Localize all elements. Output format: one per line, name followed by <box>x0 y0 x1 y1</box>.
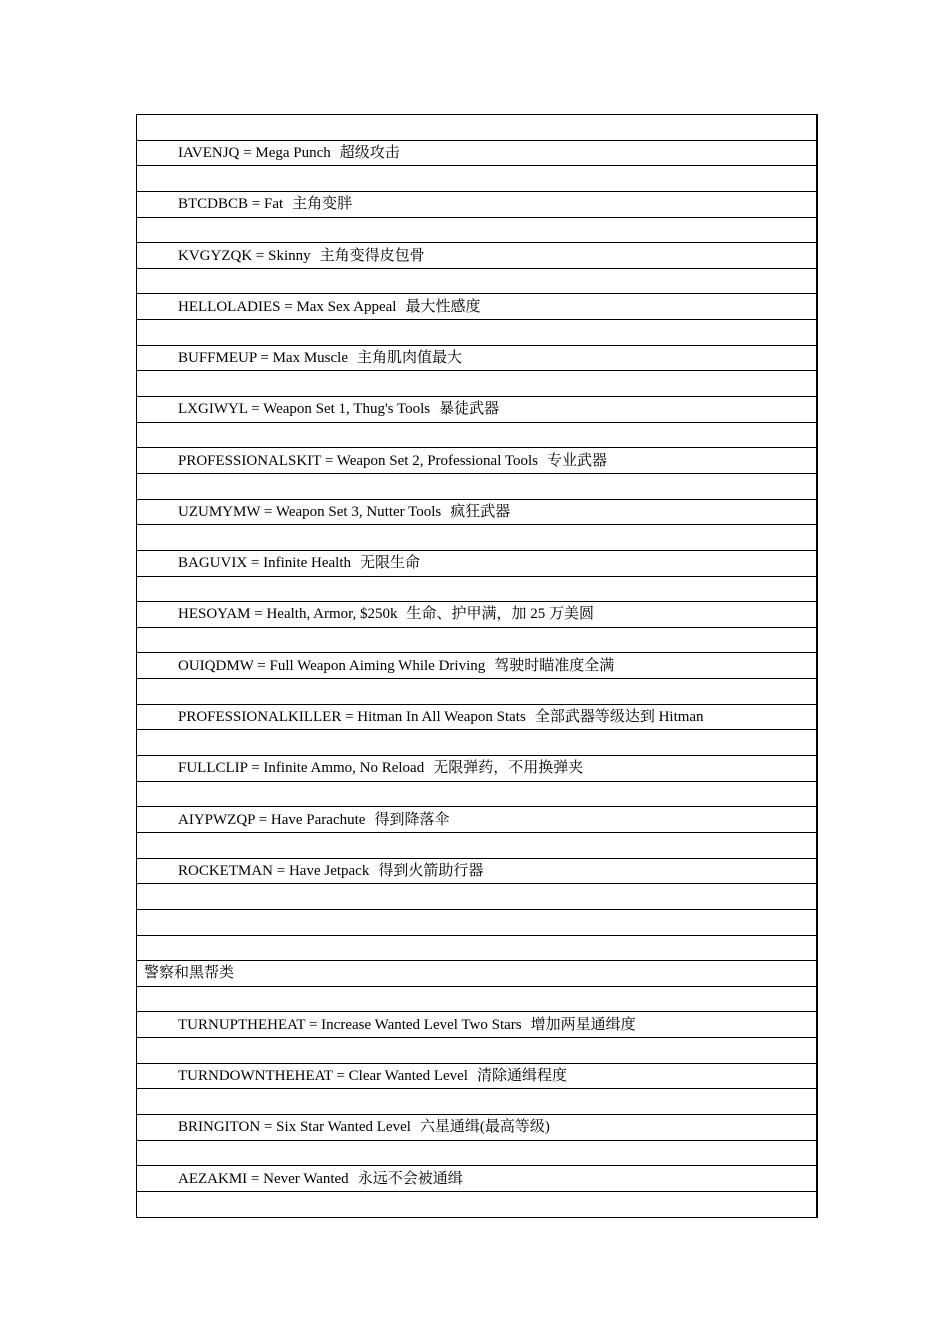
table-row <box>137 422 818 448</box>
cheat-code-text: TURNUPTHEHEAT = Increase Wanted Level Two Stars <box>178 1016 522 1033</box>
table-row <box>137 653 818 679</box>
cheat-description-cn: 无限弹药，不用换弹夹 <box>433 760 584 777</box>
cheat-description-cn: 专业武器 <box>546 452 607 469</box>
cheat-description-cn: 驾驶时瞄准度全满 <box>494 657 615 674</box>
empty-cell <box>137 884 818 910</box>
cheat-cell <box>137 345 818 371</box>
cheat-description-cn: 主角变得皮包骨 <box>319 247 425 264</box>
table-row <box>137 781 818 807</box>
empty-cell <box>137 730 818 756</box>
table-row <box>137 294 818 320</box>
table-row <box>137 576 818 602</box>
table-row <box>137 1012 818 1038</box>
table-row <box>137 166 818 192</box>
table-row <box>137 756 818 782</box>
cheat-code-text: BTCDBCB = Fat <box>178 196 284 213</box>
table-row <box>137 1038 818 1064</box>
cheat-cell <box>137 1114 818 1140</box>
cheat-cell <box>137 448 818 474</box>
table-row <box>137 858 818 884</box>
cheat-cell <box>137 858 818 884</box>
table-row <box>137 397 818 423</box>
empty-cell <box>137 422 818 448</box>
cheat-code-table <box>136 114 818 1218</box>
cheat-code-text: AIYPWZQP = Have Parachute <box>178 811 366 828</box>
empty-cell <box>137 166 818 192</box>
table-row <box>137 1191 818 1217</box>
cheat-description-cn: 清除通缉程度 <box>476 1068 567 1085</box>
empty-cell <box>137 781 818 807</box>
cheat-description-cn: 得到火箭助行器 <box>378 862 484 879</box>
cheat-description-cn: 疯狂武器 <box>450 503 511 520</box>
table-row <box>137 140 818 166</box>
table-row <box>137 627 818 653</box>
table-row <box>137 525 818 551</box>
table-row <box>137 704 818 730</box>
empty-cell <box>137 268 818 294</box>
cheat-description-cn: 永远不会被通缉 <box>357 1170 463 1187</box>
table-row <box>137 832 818 858</box>
section-heading: 警察和黑帮类 <box>137 961 818 987</box>
cheat-code-text: BAGUVIX = Infinite Health <box>178 555 352 572</box>
cheat-cell <box>137 243 818 269</box>
cheat-cell <box>137 191 818 217</box>
cheat-code-text: ROCKETMAN = Have Jetpack <box>178 862 370 879</box>
cheat-description-cn: 最大性感度 <box>405 298 481 315</box>
empty-cell <box>137 832 818 858</box>
table-row <box>137 473 818 499</box>
cheat-description-cn: 全部武器等级达到 Hitman <box>534 709 704 726</box>
cheat-code-text: HELLOLADIES = Max Sex Appeal <box>178 298 397 315</box>
cheat-description-cn: 六星通缉(最高等级) <box>419 1119 550 1136</box>
table-row <box>137 550 818 576</box>
empty-cell <box>137 576 818 602</box>
empty-cell <box>137 525 818 551</box>
empty-cell <box>137 1089 818 1115</box>
table-row <box>137 191 818 217</box>
cheat-cell <box>137 1012 818 1038</box>
table-row <box>137 1089 818 1115</box>
table-row <box>137 935 818 961</box>
cheat-cell <box>137 704 818 730</box>
cheat-code-text: BRINGITON = Six Star Wanted Level <box>178 1119 411 1136</box>
empty-cell <box>137 627 818 653</box>
empty-cell <box>137 473 818 499</box>
cheat-code-text: OUIQDMW = Full Weapon Aiming While Driving <box>178 657 486 674</box>
table-row <box>137 986 818 1012</box>
cheat-description-cn: 暴徒武器 <box>439 401 500 418</box>
cheat-cell <box>137 756 818 782</box>
cheat-code-text: FULLCLIP = Infinite Ammo, No Reload <box>178 760 425 777</box>
empty-cell <box>137 1038 818 1064</box>
table-row <box>137 448 818 474</box>
empty-cell <box>137 371 818 397</box>
table-row <box>137 1140 818 1166</box>
table-row <box>137 217 818 243</box>
table-row <box>137 1114 818 1140</box>
cheat-table-body <box>137 115 818 1218</box>
cheat-cell <box>137 602 818 628</box>
cheat-description-cn: 主角肌肉值最大 <box>357 350 463 367</box>
table-row <box>137 1166 818 1192</box>
table-row <box>137 320 818 346</box>
cheat-cell <box>137 294 818 320</box>
cheat-description-cn: 生命、护甲满，加 25 万美圆 <box>406 606 595 623</box>
empty-cell <box>137 320 818 346</box>
cheat-description-cn: 得到降落伞 <box>374 811 450 828</box>
empty-cell <box>137 1191 818 1217</box>
cheat-code-text: LXGIWYL = Weapon Set 1, Thug's Tools <box>178 401 431 418</box>
cheat-code-text: BUFFMEUP = Max Muscle <box>178 350 349 367</box>
cheat-code-text: AEZAKMI = Never Wanted <box>178 1170 349 1187</box>
table-row <box>137 679 818 705</box>
cheat-cell <box>137 397 818 423</box>
cheat-cell <box>137 653 818 679</box>
table-row <box>137 499 818 525</box>
cheat-code-text: PROFESSIONALSKIT = Weapon Set 2, Professional Tools <box>178 452 538 469</box>
table-row <box>137 243 818 269</box>
table-row <box>137 268 818 294</box>
cheat-description-cn: 超级攻击 <box>339 144 400 161</box>
table-row <box>137 730 818 756</box>
cheat-code-text: PROFESSIONALKILLER = Hitman In All Weapon Stats <box>178 709 526 726</box>
empty-cell <box>137 909 818 935</box>
cheat-description-cn: 主角变胖 <box>292 196 353 213</box>
table-row <box>137 807 818 833</box>
cheat-cell <box>137 550 818 576</box>
cheat-cell <box>137 140 818 166</box>
cheat-code-text: UZUMYMW = Weapon Set 3, Nutter Tools <box>178 503 442 520</box>
cheat-cell <box>137 1166 818 1192</box>
cheat-code-text: KVGYZQK = Skinny <box>178 247 311 264</box>
empty-cell <box>137 935 818 961</box>
cheat-description-cn: 无限生命 <box>360 555 421 572</box>
empty-cell <box>137 986 818 1012</box>
table-row <box>137 115 818 141</box>
table-row <box>137 371 818 397</box>
cheat-cell <box>137 807 818 833</box>
cheat-description-cn: 增加两星通缉度 <box>530 1016 636 1033</box>
table-row <box>137 909 818 935</box>
cheat-cell <box>137 499 818 525</box>
empty-cell <box>137 115 818 141</box>
table-row <box>137 1063 818 1089</box>
empty-cell <box>137 679 818 705</box>
cheat-code-text: HESOYAM = Health, Armor, $250k <box>178 606 398 623</box>
empty-cell <box>137 217 818 243</box>
cheat-code-text: IAVENJQ = Mega Punch <box>178 144 331 161</box>
empty-cell <box>137 1140 818 1166</box>
table-row <box>137 884 818 910</box>
cheat-cell <box>137 1063 818 1089</box>
table-row <box>137 961 818 987</box>
cheat-code-text: TURNDOWNTHEHEAT = Clear Wanted Level <box>178 1068 468 1085</box>
table-row <box>137 345 818 371</box>
table-row <box>137 602 818 628</box>
